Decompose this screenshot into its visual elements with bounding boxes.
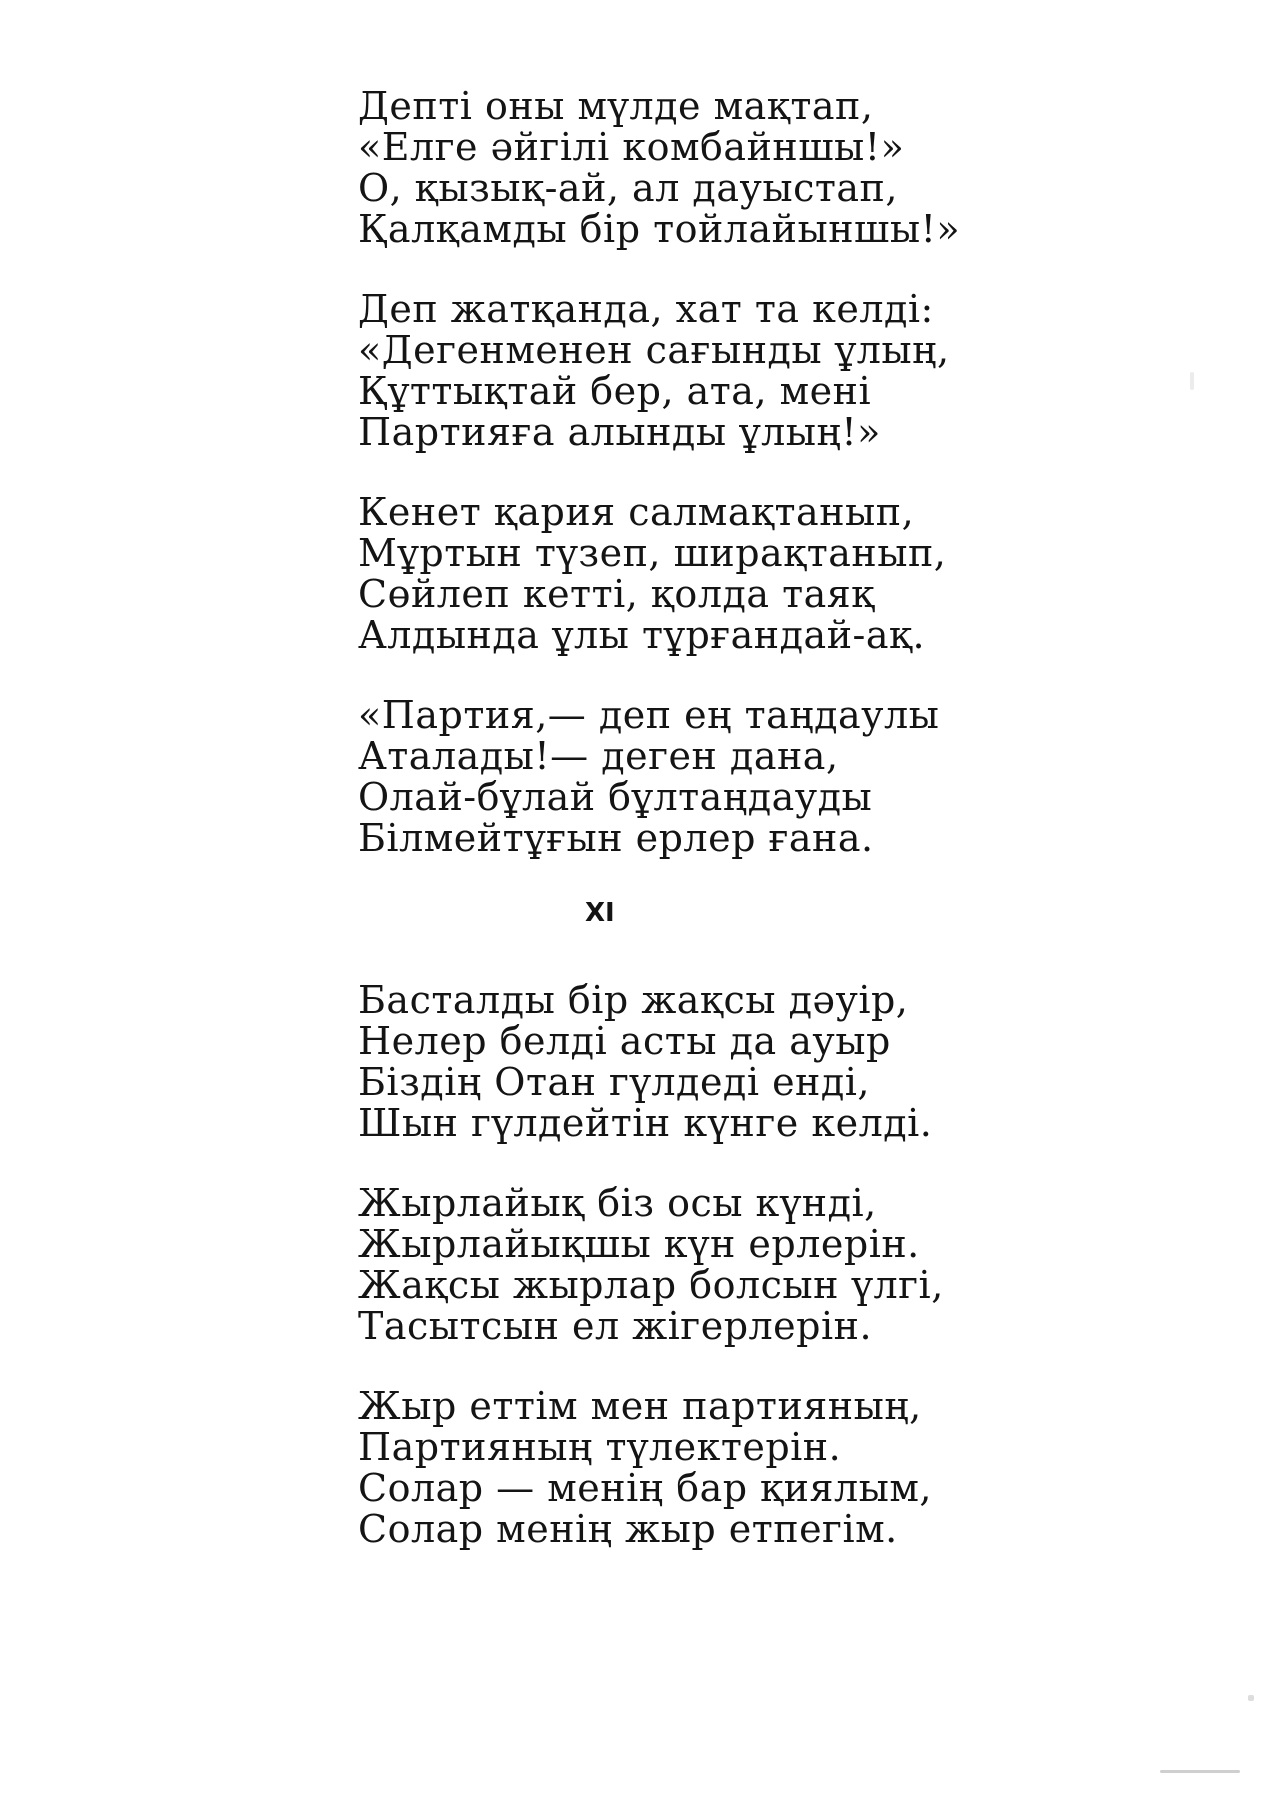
- poem-line: «Дегенменен сағынды ұлың,: [358, 328, 950, 372]
- poem-line: Жырлайықшы күн ерлерін.: [358, 1222, 920, 1266]
- poem-line: Алдында ұлы тұрғандай-ақ.: [358, 613, 926, 657]
- stanza-4: [358, 695, 1058, 859]
- poem-line: Шын гүлдейтін күнге келді.: [358, 1101, 933, 1145]
- stanza-5: [358, 980, 1058, 1144]
- poem-line: Қалқамды бір тойлайыншы!»: [358, 207, 961, 251]
- poem-line: О, қызық-ай, ал дауыстап,: [358, 166, 898, 210]
- stanza-3: [358, 492, 1058, 656]
- poem-line: Солар менің жыр етпегім.: [358, 1507, 898, 1551]
- poem-line: Құттықтай бер, ата, мені: [358, 369, 872, 413]
- scan-speck: [1160, 1770, 1240, 1773]
- poem-line: Жыр еттім мен партияның,: [358, 1384, 922, 1428]
- section-number: XI: [585, 898, 615, 928]
- stanza-6: [358, 1183, 1058, 1347]
- poem-line: Нелер белді асты да ауыр: [358, 1019, 891, 1063]
- poem-line: Депті оны мүлде мақтап,: [358, 84, 874, 128]
- poem-line: Аталады!— деген дана,: [358, 734, 839, 778]
- poem-line: Білмейтұғын ерлер ғана.: [358, 816, 874, 860]
- poem-line: Партияның түлектерін.: [358, 1425, 842, 1469]
- poem-line: «Елге әйгілі комбайншы!»: [358, 125, 905, 169]
- poem-line: Біздің Отан гүлдеді енді,: [358, 1060, 871, 1104]
- poem-line: Солар — менің бар қиялым,: [358, 1466, 932, 1510]
- poem-line: Мұртын түзеп, ширақтанып,: [358, 531, 947, 575]
- poem-line: Басталды бір жақсы дәуір,: [358, 978, 909, 1022]
- poem-line: Жақсы жырлар болсын үлгі,: [358, 1263, 944, 1307]
- poem-line: Олай-бұлай бұлтаңдауды: [358, 775, 873, 819]
- poem-line: Кенет қария салмақтанып,: [358, 490, 915, 534]
- poem-line: Деп жатқанда, хат та келді:: [358, 287, 934, 331]
- poem-line: Партияға алынды ұлың!»: [358, 410, 881, 454]
- poem-line: Тасытсын ел жігерлерін.: [358, 1304, 873, 1348]
- stanza-7: [358, 1386, 1058, 1550]
- poem-column: [358, 86, 1058, 1589]
- scan-speck: [1248, 1695, 1254, 1701]
- poem-line: Сөйлеп кетті, қолда таяқ: [358, 572, 875, 616]
- stanza-2: [358, 289, 1058, 453]
- poem-line: Жырлайық біз осы күнді,: [358, 1181, 877, 1225]
- scan-speck: [1190, 372, 1194, 390]
- poem-line: «Партия,— деп ең таңдаулы: [358, 693, 940, 737]
- stanza-1: [358, 86, 1058, 250]
